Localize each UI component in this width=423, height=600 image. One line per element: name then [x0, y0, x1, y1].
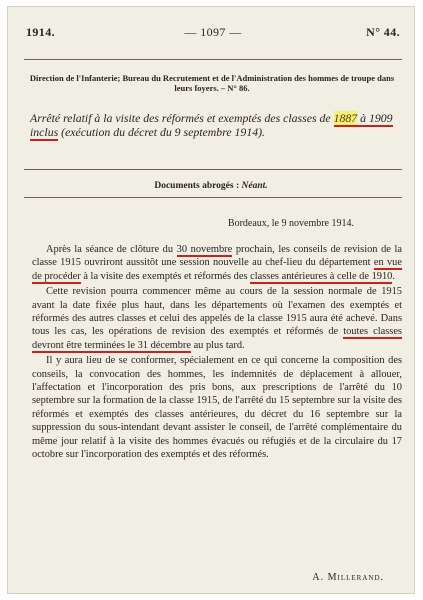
p1-underline-date: 30 novembre — [176, 244, 233, 255]
document-page — [7, 6, 415, 594]
header-year: 1914. — [26, 25, 55, 39]
header-divider — [24, 59, 402, 60]
p2-text-c: au plus tard. — [190, 339, 245, 351]
paragraph-3: Il y aura lieu de se conformer, spécialement en ce qui concerne la composition des conseils, la convocation des hommes, les indemnités de déplacement à allouer, l'affectation et l'incorporation des pris bons, aux prescriptions de l'arrêté du 10 septembre sur la formation de la classe 1915, de l'arrêté du 15 septembre sur la visite des réformés et exemptés des classes antérieures, du décret du 16 septembre sur la suppression du sous-intendant devant assister le conseil, de l'arrêté complémentaire du même jour relatif à la visite des hommes évacués ou réfugiés et de la circulaire du 17 octobre sur l'incorporation des exemptés et des réformés. — [32, 355, 402, 461]
p2-text-a: Cette revision pourra commencer même au cours de la session normale de 1915 avant la date fixée plus haut, dans les départements où l'examen des exemptés et réformés des autres classes et celui des appelés de la classe 1915 aura été achevé. Dans tous les cas, les opérations de revision des exemptés et réformés de — [32, 286, 402, 338]
title-year-from: 1887 — [333, 111, 358, 125]
header-bulletin-number: N° 44. — [366, 25, 400, 39]
title-part3: (exécution du décret du 9 septembre 1914). — [58, 125, 266, 139]
title-part2: à 1909 inclus — [30, 111, 393, 139]
p1-text-c: prochain, les conseils de revision de la classe 1915 ouvriront aussitôt une session nouvelle au chef-lieu du département — [32, 244, 402, 269]
p1-text-e: à la visite des exemptés et réformés des — [80, 270, 251, 282]
docs-value: Néant. — [241, 181, 268, 191]
p1-text-a: Après la séance de clôture du — [46, 244, 177, 255]
p1-underline-purpose: en vue de procéder — [32, 257, 402, 282]
decree-title — [30, 111, 400, 139]
document-body — [32, 243, 402, 462]
docs-divider — [24, 197, 402, 198]
direction-line: Direction de l'Infanterie; Bureau du Recrutement et de l'Administration des hommes de troupe dans leurs foyers. – N° 86. — [29, 73, 395, 93]
docs-label: Documents abrogés : — [154, 181, 242, 191]
paragraph-1 — [32, 243, 402, 283]
p1-text-g: . — [392, 270, 395, 282]
header-page-number: — 1097 — — [184, 25, 242, 39]
paragraph-2 — [32, 285, 402, 352]
title-divider — [24, 169, 402, 170]
signature: A. Millerand. — [312, 572, 384, 583]
p1-underline-classes: classes antérieures à celle de 1910 — [250, 270, 393, 282]
date-line: Bordeaux, le 9 novembre 1914. — [227, 218, 354, 229]
page-header — [26, 25, 400, 41]
documents-abroges — [8, 181, 414, 191]
p2-underline-deadline: toutes classes devront être terminées le 31 décembre — [32, 326, 402, 351]
title-part1: Arrêté relatif à la visite des réformés et exemptés des classes de — [30, 111, 334, 125]
